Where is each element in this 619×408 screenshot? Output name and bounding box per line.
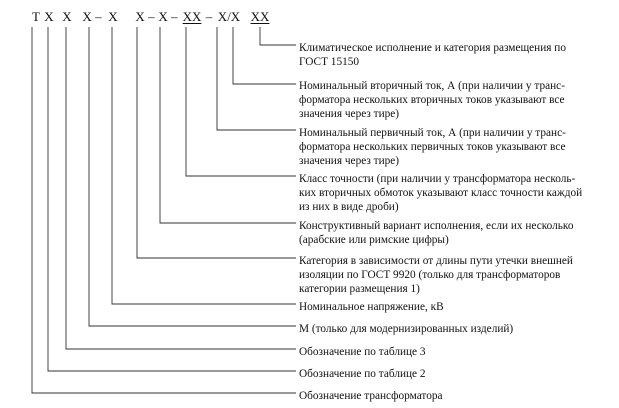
code-token-t: Т bbox=[32, 9, 40, 24]
desc-leakage-category: Категория в зависимости от длины пути утечки внешней изоляции по ГОСТ 9920 (только для трансформаторов категории размещения 1) bbox=[299, 255, 573, 295]
code-token-x3: Х – bbox=[82, 9, 102, 24]
leader-line-table-2 bbox=[48, 27, 296, 371]
leader-line-primary-current bbox=[217, 27, 296, 130]
leader-line-table-3 bbox=[66, 27, 296, 349]
desc-primary-current: Номинальный первичный ток, А (при наличии у транс- форматора нескольких первичных токов указывают все значения через тире) bbox=[299, 127, 566, 167]
leader-line-rated-voltage bbox=[112, 27, 296, 304]
desc-climatic: Климатическое исполнение и категория размещения по ГОСТ 15150 bbox=[299, 42, 566, 68]
desc-transformer: Обозначение трансформатора bbox=[299, 390, 443, 402]
code-token-x1: Х bbox=[44, 9, 54, 24]
leader-line-modernized bbox=[89, 27, 296, 326]
code-token-xx2: ХХ bbox=[250, 9, 270, 24]
desc-secondary-current: Номинальный вторичный ток, А (при наличии у транс- форматора нескольких вторичных токов указывают все значения через тире) bbox=[299, 80, 565, 120]
desc-table-3: Обозначение по таблице 3 bbox=[299, 346, 426, 358]
desc-modernized: М (только для модернизированных изделий) bbox=[299, 323, 514, 335]
desc-table-2: Обозначение по таблице 2 bbox=[299, 368, 426, 380]
code-token-x6: Х – bbox=[158, 9, 178, 24]
code-token-xx1: ХХ bbox=[182, 9, 202, 24]
desc-accuracy-class: Класс точности (при наличии у трансформатора несколь- ких вторичных обмоток указывают класс точности каждой из них в виде дроби) bbox=[299, 173, 583, 213]
leader-line-design-variant bbox=[160, 27, 296, 223]
desc-rated-voltage: Номинальное напряжение, кВ bbox=[299, 301, 444, 313]
leader-line-accuracy-class bbox=[186, 27, 296, 176]
desc-design-variant: Конструктивный вариант исполнения, если их несколько (арабские или римские цифры) bbox=[299, 220, 574, 246]
code-token-x7: Х/Х bbox=[217, 9, 241, 24]
leader-line-transformer bbox=[32, 27, 296, 393]
code-token-x2: Х bbox=[62, 9, 72, 24]
code-token-x4: Х bbox=[108, 9, 118, 24]
leader-line-secondary-current bbox=[233, 27, 296, 84]
designation-code bbox=[0, 0, 619, 30]
code-token-dash: – bbox=[205, 9, 213, 24]
code-token-x5: Х – bbox=[135, 9, 155, 24]
